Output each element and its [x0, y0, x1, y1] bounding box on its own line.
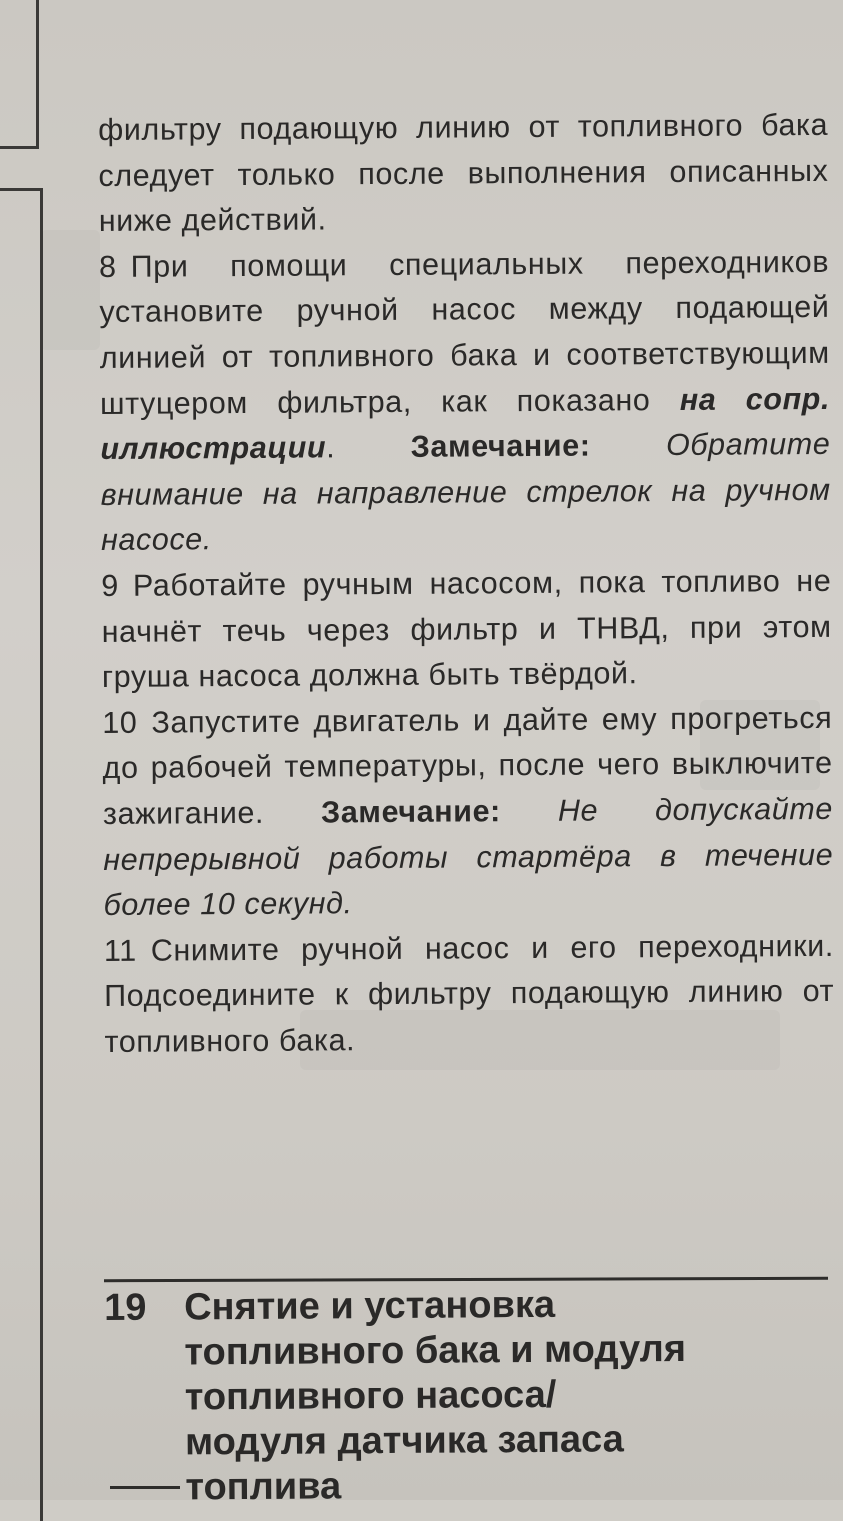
- step-number: 9: [101, 568, 120, 603]
- instruction-paragraph: [102, 696, 834, 929]
- paragraph-text: При помощи специальных переходников установите ручной насос между подающей линией от топливного бака и соответствующим штуцером фильтра, как показано: [99, 244, 830, 421]
- paragraph-text: Работайте ручным насосом, пока топливо не начнёт течь через фильтр и ТНВД, при этом груша насоса должна быть твёрдой.: [101, 563, 832, 695]
- step-number: 10: [102, 705, 138, 740]
- note-label: Замечание:: [320, 794, 501, 830]
- note-label: Замечание:: [410, 428, 591, 464]
- paragraph-text: Не допускайте непрерывной работы стартёра в течение более 10 секунд.: [103, 791, 834, 923]
- section-number: 19: [104, 1286, 147, 1329]
- bleed-through-shadow: [40, 230, 100, 350]
- section-title-line: модуля датчика запаса: [184, 1418, 624, 1464]
- instruction-paragraph: [101, 559, 832, 701]
- margin-frame-top: [0, 0, 39, 149]
- paragraph-text: Запустите двигатель и дайте ему прогреться до рабочей температуры, после чего выключите зажигание.: [102, 700, 833, 831]
- section-title-line: топливного бака и модуля: [184, 1327, 687, 1374]
- margin-frame-left: [0, 188, 43, 1521]
- paragraph-text: Снимите ручной насос и его переходники. Подсоедините к фильтру подающую линию от топливного бака.: [104, 928, 835, 1059]
- section-title-line: Снятие и установка: [184, 1283, 556, 1329]
- instruction-paragraph: [98, 103, 829, 245]
- section-title-line: топливного насоса/: [184, 1373, 557, 1419]
- paragraph-text: на сопр. иллюстрации: [100, 381, 831, 467]
- paragraph-text: фильтру подающую линию от топливного бака следует только после выполнения описанных ниже действий.: [98, 107, 829, 239]
- step-number: 8: [98, 249, 117, 284]
- instruction-paragraph: [104, 924, 835, 1066]
- section-bottom-rule: [110, 1486, 180, 1489]
- paragraph-text: .: [326, 429, 411, 465]
- paragraph-text: Обратите внимание на направление стрелок на ручном насосе.: [100, 427, 831, 558]
- section-title: [184, 1281, 826, 1510]
- instruction-paragraph: [99, 240, 831, 564]
- section-heading: [104, 1281, 826, 1511]
- step-number: 11: [103, 933, 137, 968]
- instruction-text-column: [98, 103, 835, 1066]
- section-title-line: топлива: [185, 1465, 342, 1509]
